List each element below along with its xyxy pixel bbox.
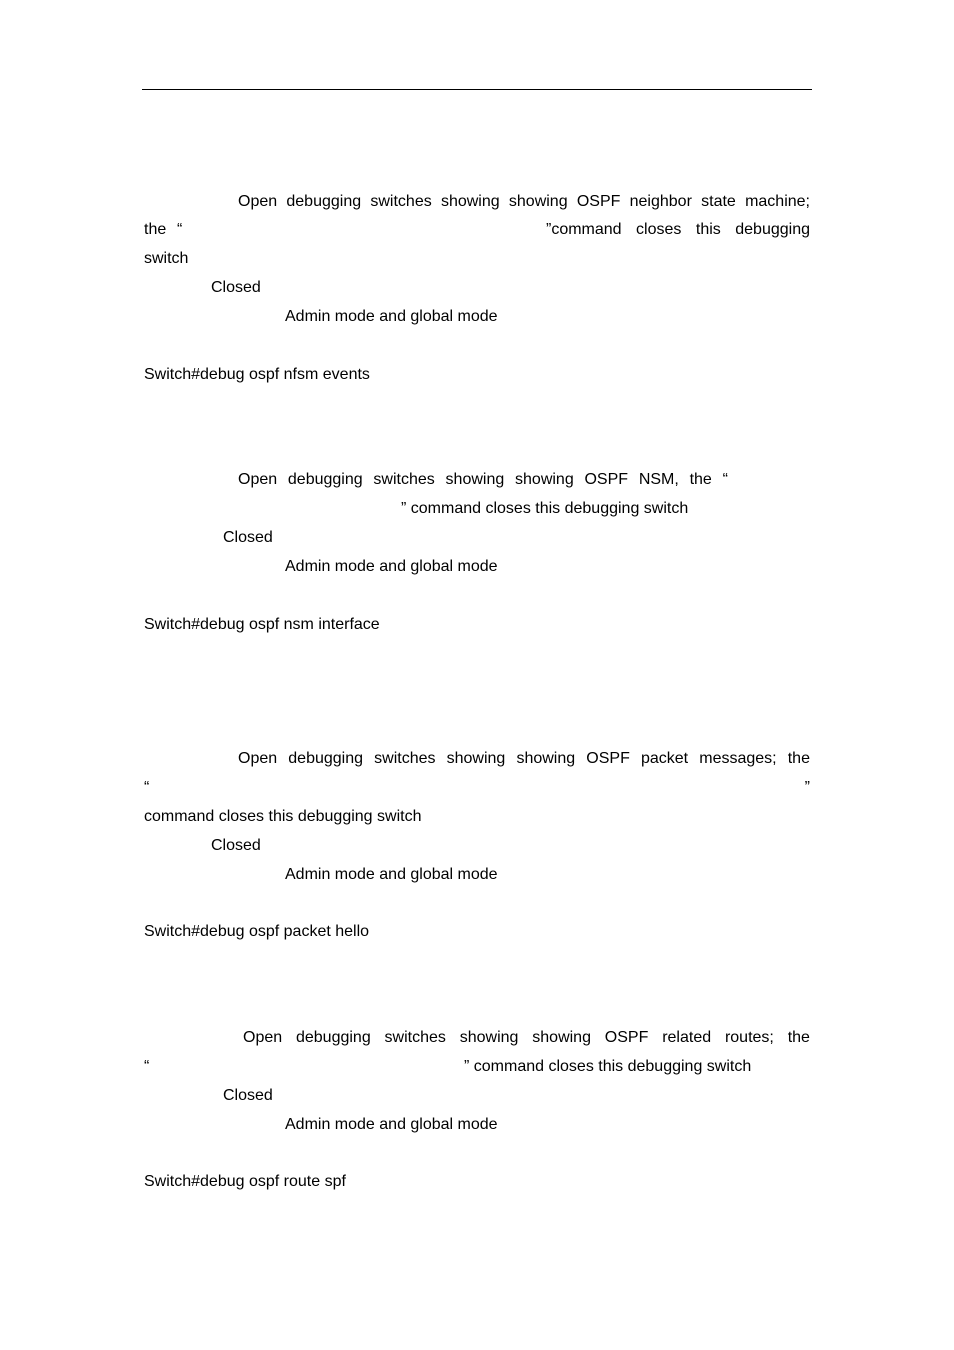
word: the — [689, 471, 712, 488]
nfsm-desc-open-quote: “ — [177, 221, 183, 238]
word: switches — [374, 750, 436, 767]
nsm-default-value: Closed — [223, 529, 273, 546]
word: showing — [446, 750, 506, 767]
nfsm-description-line-3: switch — [144, 250, 189, 267]
nfsm-example: Switch#debug ospf nfsm events — [144, 366, 370, 383]
close-quote: ” — [804, 779, 810, 796]
word: switches — [384, 1029, 446, 1046]
nsm-description-line-1 — [238, 470, 728, 490]
word: messages; — [699, 750, 777, 767]
word: debugging — [288, 750, 364, 767]
nsm-command-mode: Admin mode and global mode — [285, 558, 498, 575]
word: showing — [508, 193, 568, 210]
word: machine; — [745, 193, 810, 210]
word: closes — [636, 221, 682, 238]
word: the — [787, 750, 810, 767]
word: OSPF — [576, 193, 621, 210]
word: debugging — [295, 1029, 371, 1046]
nfsm-command-mode: Admin mode and global mode — [285, 308, 498, 325]
route-command-mode: Admin mode and global mode — [285, 1116, 498, 1133]
word: switches — [370, 193, 432, 210]
packet-description-line-3: command closes this debugging switch — [144, 808, 422, 825]
open-quote: “ — [144, 779, 150, 796]
word: OSPF — [586, 750, 630, 767]
nfsm-desc-the: the — [144, 221, 167, 238]
word: packet — [640, 750, 689, 767]
word: Open — [243, 1029, 283, 1046]
word: debugging — [286, 193, 362, 210]
nfsm-default-value: Closed — [211, 279, 261, 296]
word: showing — [445, 471, 505, 488]
word: showing — [440, 193, 500, 210]
word: switches — [373, 471, 435, 488]
word: Open — [238, 193, 278, 210]
nfsm-description-line-1 — [238, 192, 810, 212]
word: the — [787, 1029, 810, 1046]
word: debugging — [735, 221, 810, 238]
word: showing — [515, 471, 574, 488]
word: showing — [516, 750, 576, 767]
word: showing — [532, 1029, 591, 1046]
route-description-line-2: ” command closes this debugging switch — [464, 1058, 752, 1075]
packet-description-line-2 — [144, 778, 810, 798]
nsm-example: Switch#debug ospf nsm interface — [144, 616, 380, 633]
word: NSM, — [638, 471, 679, 488]
word: state — [701, 193, 736, 210]
route-example: Switch#debug ospf route spf — [144, 1173, 346, 1190]
word: Open — [238, 750, 278, 767]
word: “ — [722, 471, 728, 488]
header-rule — [142, 89, 812, 90]
word: showing — [459, 1029, 519, 1046]
word: routes; — [724, 1029, 774, 1046]
word: related — [662, 1029, 712, 1046]
word: neighbor — [629, 193, 692, 210]
packet-command-mode: Admin mode and global mode — [285, 866, 498, 883]
packet-example: Switch#debug ospf packet hello — [144, 923, 370, 940]
word: debugging — [287, 471, 363, 488]
route-desc-open-quote: “ — [144, 1058, 150, 1075]
nfsm-description-line-2 — [546, 220, 810, 240]
word: OSPF — [584, 471, 629, 488]
packet-default-value: Closed — [211, 837, 261, 854]
word: ”command — [546, 221, 622, 238]
nsm-description-line-2: ” command closes this debugging switch — [401, 500, 689, 517]
word: Open — [238, 471, 278, 488]
word: OSPF — [604, 1029, 649, 1046]
packet-description-line-1 — [238, 749, 810, 769]
word: this — [695, 221, 721, 238]
route-default-value: Closed — [223, 1087, 273, 1104]
route-description-line-1 — [243, 1028, 810, 1048]
